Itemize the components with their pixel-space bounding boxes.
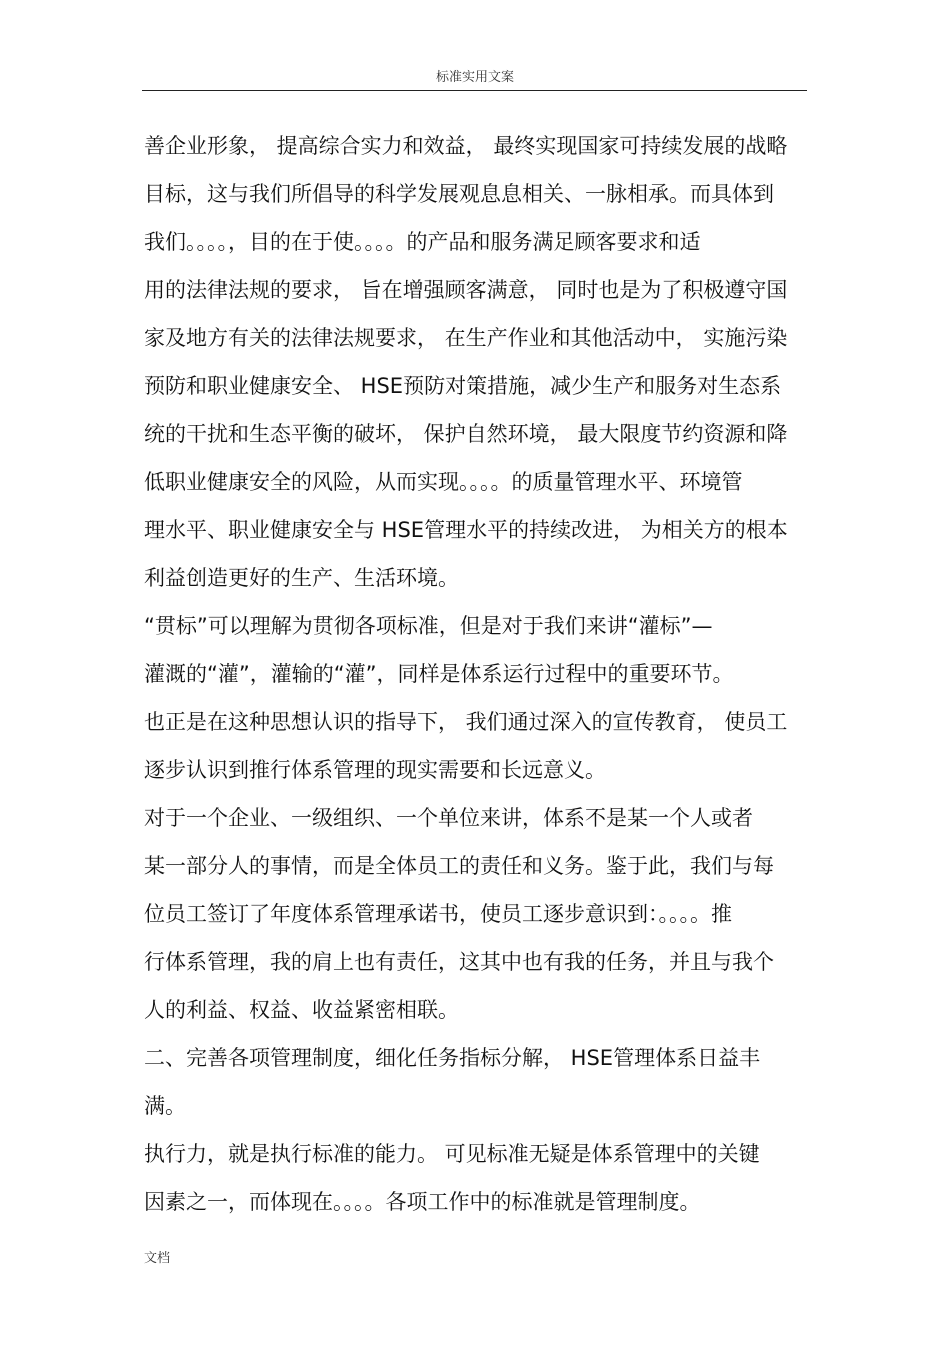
header-divider (142, 90, 807, 91)
text-line: 统的干扰和生态平衡的破坏， 保护自然环境， 最大限度节约资源和降 (144, 422, 788, 446)
text-line: 用的法律法规的要求， 旨在增强顾客满意， 同时也是为了积极遵守国 (144, 278, 788, 302)
text-line: 因素之一，而体现在。。。。各项工作中的标准就是管理制度。 (144, 1190, 701, 1214)
page-footer-label: 文档 (144, 1251, 171, 1266)
text-line: 对于一个企业、一级组织、一个单位来讲，体系不是某一个人或者 (144, 806, 753, 830)
text-line: 善企业形象， 提高综合实力和效益， 最终实现国家可持续发展的战略 (144, 134, 788, 158)
text-line: 二、完善各项管理制度，细化任务指标分解， HSE管理体系日益丰 (144, 1046, 761, 1070)
text-line: 低职业健康安全的风险，从而实现。。。。的质量管理水平、环境管 (144, 470, 743, 494)
text-line: 我们。。。。，目的在于使。。。。的产品和服务满足顾客要求和适 (144, 230, 701, 254)
text-line: 目标，这与我们所倡导的科学发展观息息相关、一脉相承。而具体到 (144, 182, 774, 206)
text-line: 行体系管理，我的肩上也有责任，这其中也有我的任务，并且与我个 (144, 950, 774, 974)
text-line: 也正是在这种思想认识的指导下， 我们通过深入的宣传教育， 使员工 (144, 710, 788, 734)
text-line: 理水平、职业健康安全与 HSE管理水平的持续改进， 为相关方的根本 (144, 518, 788, 542)
text-line: 逐步认识到推行体系管理的现实需要和长远意义。 (144, 758, 606, 782)
text-line: 满。 (144, 1094, 186, 1118)
text-line: 利益创造更好的生产、生活环境。 (144, 566, 459, 590)
text-line: 预防和职业健康安全、 HSE预防对策措施，减少生产和服务对生态系 (144, 374, 782, 398)
text-line: 家及地方有关的法律法规要求， 在生产作业和其他活动中， 实施污染 (144, 326, 788, 350)
text-line: 人的利益、权益、收益紧密相联。 (144, 998, 459, 1022)
text-line: 位员工签订了年度体系管理承诺书，使员工逐步意识到：。。。。推 (144, 902, 732, 926)
document-body (144, 122, 816, 1226)
text-line: “贯标”可以理解为贯彻各项标准，但是对于我们来讲“灌标”— (144, 614, 713, 638)
text-line: 某一部分人的事情，而是全体员工的责任和义务。鉴于此，我们与每 (144, 854, 774, 878)
text-line: 灌溉的“灌”，灌输的“灌”，同样是体系运行过程中的重要环节。 (144, 662, 734, 686)
page-header-title: 标准实用文案 (435, 70, 514, 85)
text-line: 执行力，就是执行标准的能力。 可见标准无疑是体系管理中的关键 (144, 1142, 760, 1166)
